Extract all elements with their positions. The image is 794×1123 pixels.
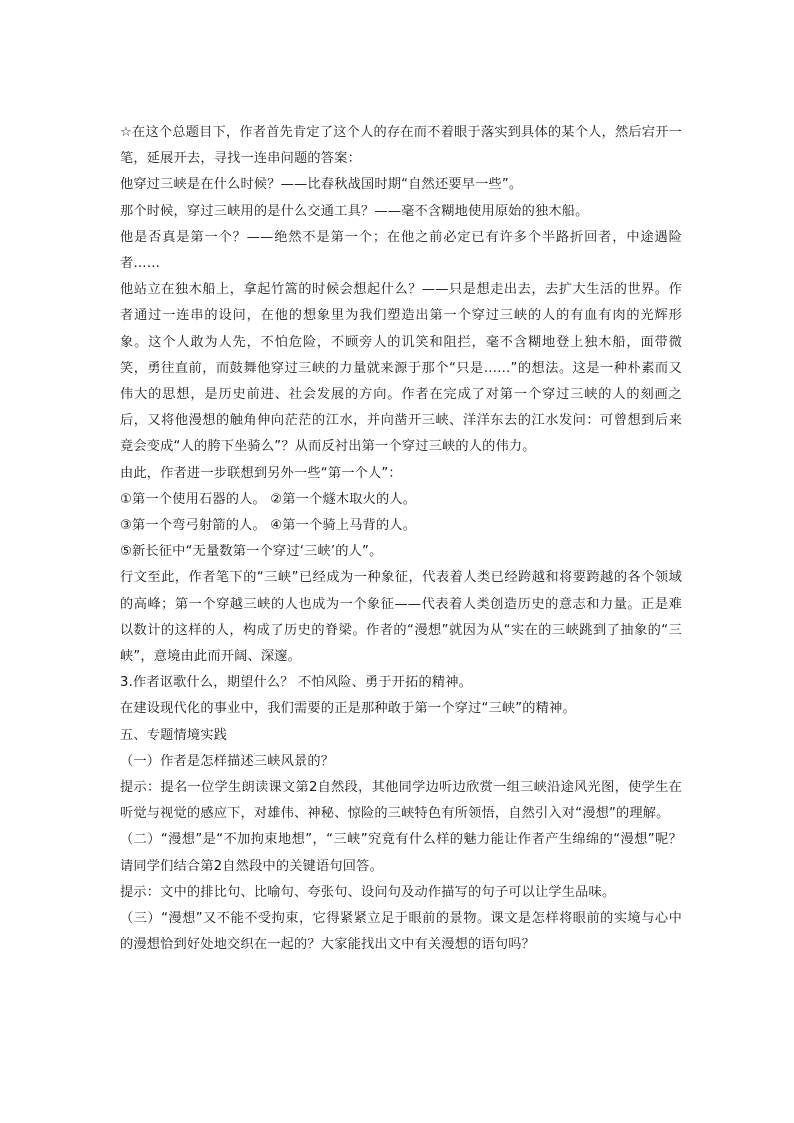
section-heading: 五、专题情境实践 bbox=[120, 727, 228, 743]
list-item-5: ⑤新长征中“无量数第一个穿过‘三峡’的人”。 bbox=[120, 544, 383, 560]
paragraph-question-tool: 那个时候，穿过三峡用的是什么交通工具？——毫不含糊地使用原始的独木船。 bbox=[120, 203, 589, 219]
question-2: （二）“漫想”是“不加拘束地想”，“三峡”究竟有什么样的魅力能让作者产生绵绵的“漫想”呢？请同学们结合第2自然段中的关键语句回答。 bbox=[120, 832, 682, 874]
list-item-3-4: ③第一个弯弓射箭的人。 ④第一个骑上马背的人。 bbox=[120, 518, 417, 534]
paragraph-question-when: 他穿过三峡是在什么时候？——比春秋战国时期“自然还要早一些”。 bbox=[120, 177, 523, 193]
paragraph-association: 由此，作者进一步联想到另外一些“第一个人”： bbox=[120, 465, 402, 481]
paragraph-modernization: 在建设现代化的事业中，我们需要的正是那种敢于第一个穿过“三峡”的精神。 bbox=[120, 701, 576, 717]
hint-1: 提示：提名一位学生朗读课文第2自然段，其他同学边听边欣赏一组三峡沿途风光图，使学生在听觉与视觉的感应下，对雄伟、神秘、惊险的三峡特色有所领悟，自然引入对“漫想”的理解。 bbox=[120, 780, 682, 822]
document-page bbox=[120, 120, 682, 959]
list-item-1-2: ①第一个使用石器的人。 ②第一个燧木取火的人。 bbox=[120, 491, 417, 507]
question-3: （三）“漫想”又不能不受拘束，它得紧紧立足于眼前的景物。课文是怎样将眼前的实境与心中的漫想恰到好处地交织在一起的？大家能找出文中有关漫想的语句吗？ bbox=[120, 911, 682, 953]
paragraph-analysis: 他站立在独木船上，拿起竹篙的时候会想起什么？——只是想走出去，去扩大生活的世界。作者通过一连串的设问，在他的想象里为我们塑造出第一个穿过三峡的人的有血有肉的光辉形象。这个人敢为人先，不怕危险，不顾旁人的讥笑和阻拦，毫不含糊地登上独木船，面带微笑，勇往直前，而鼓舞他穿过三峡的力量就来源于那个“只是……”的想法。这是一种朴素而又伟大的思想，是历史前进、社会发展的方向。作者在完成了对第一个穿过三峡的人的刻画之后，又将他漫想的触角伸向茫茫的江水，并向凿开三峡、洋洋东去的江水发问：可曾想到后来竟会变成“人的胯下坐骑么”？从而反衬出第一个穿过三峡的人的伟力。 bbox=[120, 282, 682, 455]
paragraph-praise: 3.作者讴歌什么，期望什么？ 不怕风险、勇于开拓的精神。 bbox=[120, 675, 473, 691]
question-1: （一）作者是怎样描述三峡风景的？ bbox=[120, 753, 335, 769]
paragraph-intro: ☆在这个总题目下，作者首先肯定了这个人的存在而不着眼于落实到具体的某个人，然后宕开一笔，延展开去，寻找一连串问题的答案： bbox=[120, 125, 682, 167]
paragraph-question-first: 他是否真是第一个？——绝然不是第一个；在他之前必定已有许多个半路折回者，中途遇险者…… bbox=[120, 229, 682, 272]
paragraph-symbol: 行文至此，作者笔下的“三峡”已经成为一种象征，代表着人类已经跨越和将要跨越的各个领域的高峰；第一个穿越三峡的人也成为一个象征——代表着人类创造历史的意志和力量。正是难以数计的这样的人，构成了历史的脊梁。作者的“漫想”就因为从“实在的三峡跳到了抽象的“三峡”，意境由此而开阔、深邃。 bbox=[120, 570, 682, 665]
hint-2: 提示：文中的排比句、比喻句、夸张句、设问句及动作描写的句子可以让学生品味。 bbox=[120, 884, 616, 900]
